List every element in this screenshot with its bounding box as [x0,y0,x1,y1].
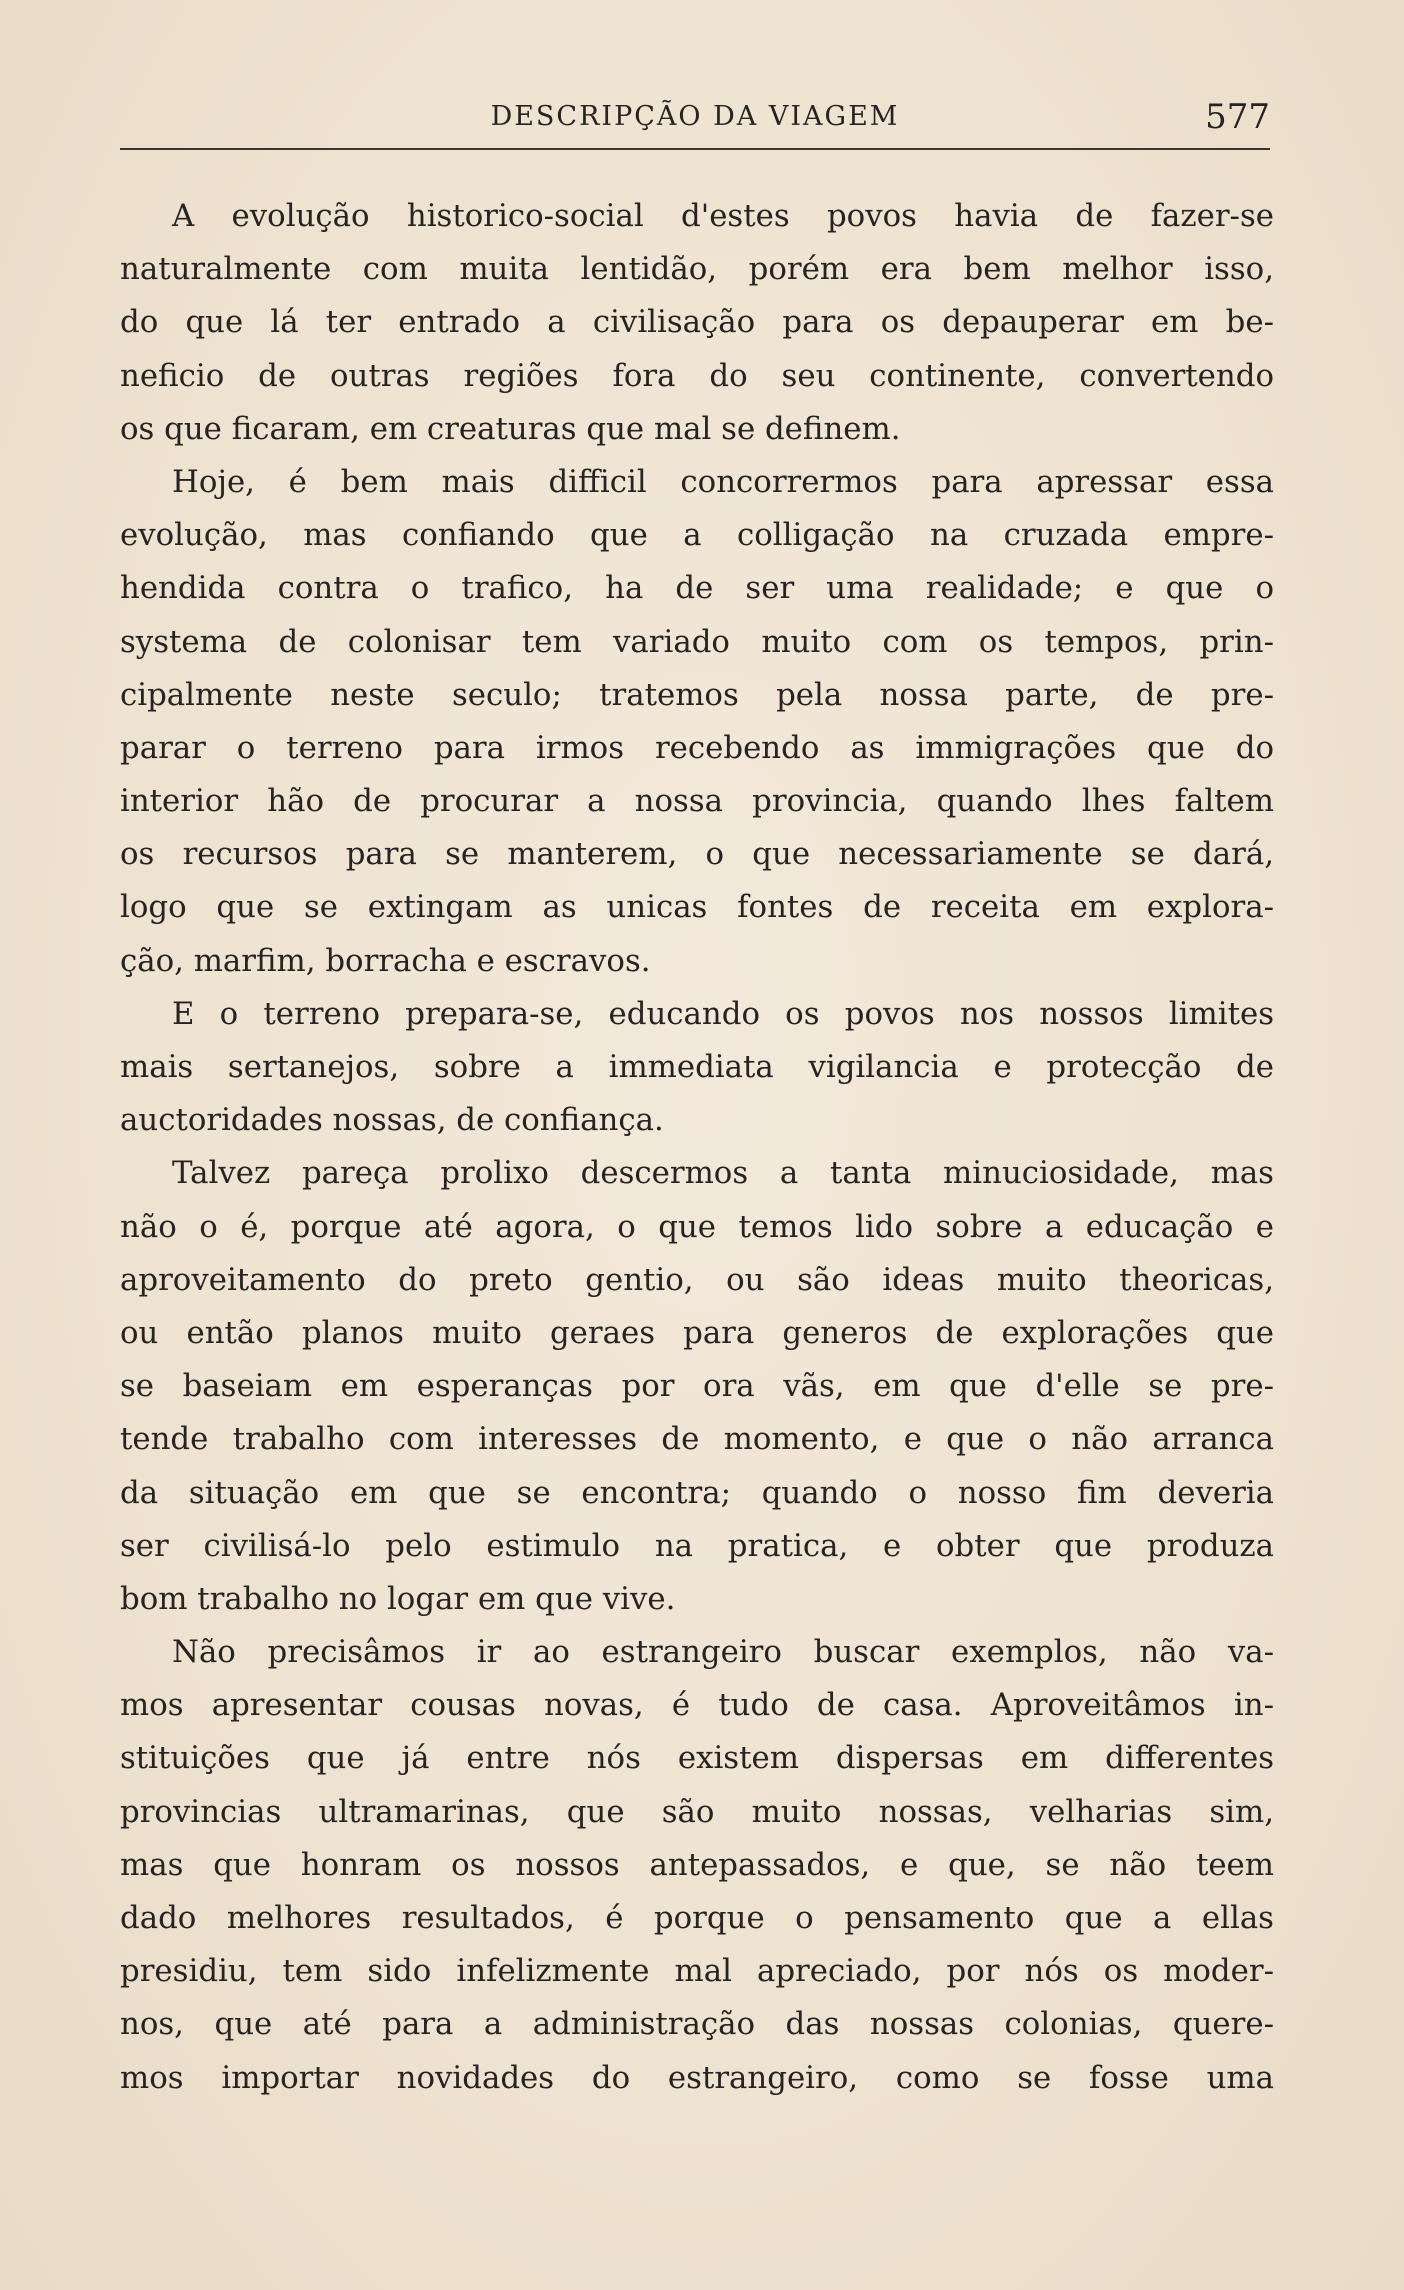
text-line: stituições que já entre nós existem dispersas em differentes [120,1740,1274,1777]
page-number: 577 [1205,97,1270,137]
text-line: dado melhores resultados, é porque o pensamento que a ellas [120,1900,1274,1936]
text-line: interior hão de procurar a nossa provincia, quando lhes faltem [120,783,1274,820]
text-line: mais sertanejos, sobre a immediata vigilancia e protecção de [120,1049,1274,1085]
text-line: não o é, porque até agora, o que temos lido sobre a educação e [120,1208,1274,1245]
text-line: evolução, mas confiando que a colligação na cruzada empre- [120,517,1274,554]
header-rule [120,148,1270,150]
text-line: se baseiam em esperanças por ora vãs, em que d'elle se pre- [120,1368,1274,1405]
running-head: DESCRIPÇÃO DA VIAGEM [490,101,900,132]
body-text [120,190,1274,2105]
text-line: A evolução historico-social d'estes povos havia de fazer-se [172,198,1274,234]
text-line: logo que se extingam as unicas fontes de receita em explora- [120,889,1274,926]
text-line: provincias ultramarinas, que são muito nossas, velharias sim, [120,1793,1274,1830]
text-line: E o terreno prepara-se, educando os povos nos nossos limites [172,995,1274,1032]
text-line: cipalmente neste seculo; tratemos pela nossa parte, de pre- [120,676,1274,713]
text-line: os recursos para se manterem, o que necessariamente se dará, [120,836,1274,873]
page-header [120,92,1270,142]
text-line: presidiu, tem sido infelizmente mal apreciado, por nós os moder- [120,1953,1274,1990]
text-line: os que ficaram, em creaturas que mal se definem. [120,410,901,447]
text-line: hendida contra o trafico, ha de ser uma realidade; e que o [120,570,1274,607]
text-line: naturalmente com muita lentidão, porém era bem melhor isso, [120,251,1274,288]
text-line: ser civilisá-lo pelo estimulo na pratica, e obter que produza [120,1527,1274,1564]
text-line: parar o terreno para irmos recebendo as immigrações que do [120,729,1274,766]
text-line: Talvez pareça prolixo descermos a tanta minuciosidade, mas [172,1155,1274,1192]
text-line: ou então planos muito geraes para generos de explorações que [120,1314,1274,1351]
text-line: bom trabalho no logar em que vive. [120,1580,676,1617]
text-line: Não precisâmos ir ao estrangeiro buscar exemplos, não va- [172,1634,1274,1671]
text-line: Hoje, é bem mais difficil concorrermos para apressar essa [172,463,1274,500]
text-line: neficio de outras regiões fora do seu continente, convertendo [120,357,1274,394]
text-line: aproveitamento do preto gentio, ou são ideas muito theoricas, [120,1261,1274,1298]
text-line: auctoridades nossas, de confiança. [120,1102,664,1139]
text-line: mos apresentar cousas novas, é tudo de casa. Aproveitâmos in- [120,1687,1274,1724]
text-line: mos importar novidades do estrangeiro, como se fosse uma [120,2059,1274,2096]
text-line: nos, que até para a administração das nossas colonias, quere- [120,2006,1274,2043]
text-line: mas que honram os nossos antepassados, e que, se não teem [120,1846,1274,1883]
text-line: systema de colonisar tem variado muito com os tempos, prin- [120,623,1274,660]
text-line: da situação em que se encontra; quando o nosso fim deveria [120,1474,1274,1511]
text-line: do que lá ter entrado a civilisação para os depauperar em be- [120,304,1274,341]
text-line: ção, marfim, borracha e escravos. [120,942,651,979]
text-line: tende trabalho com interesses de momento, e que o não arranca [120,1421,1274,1458]
